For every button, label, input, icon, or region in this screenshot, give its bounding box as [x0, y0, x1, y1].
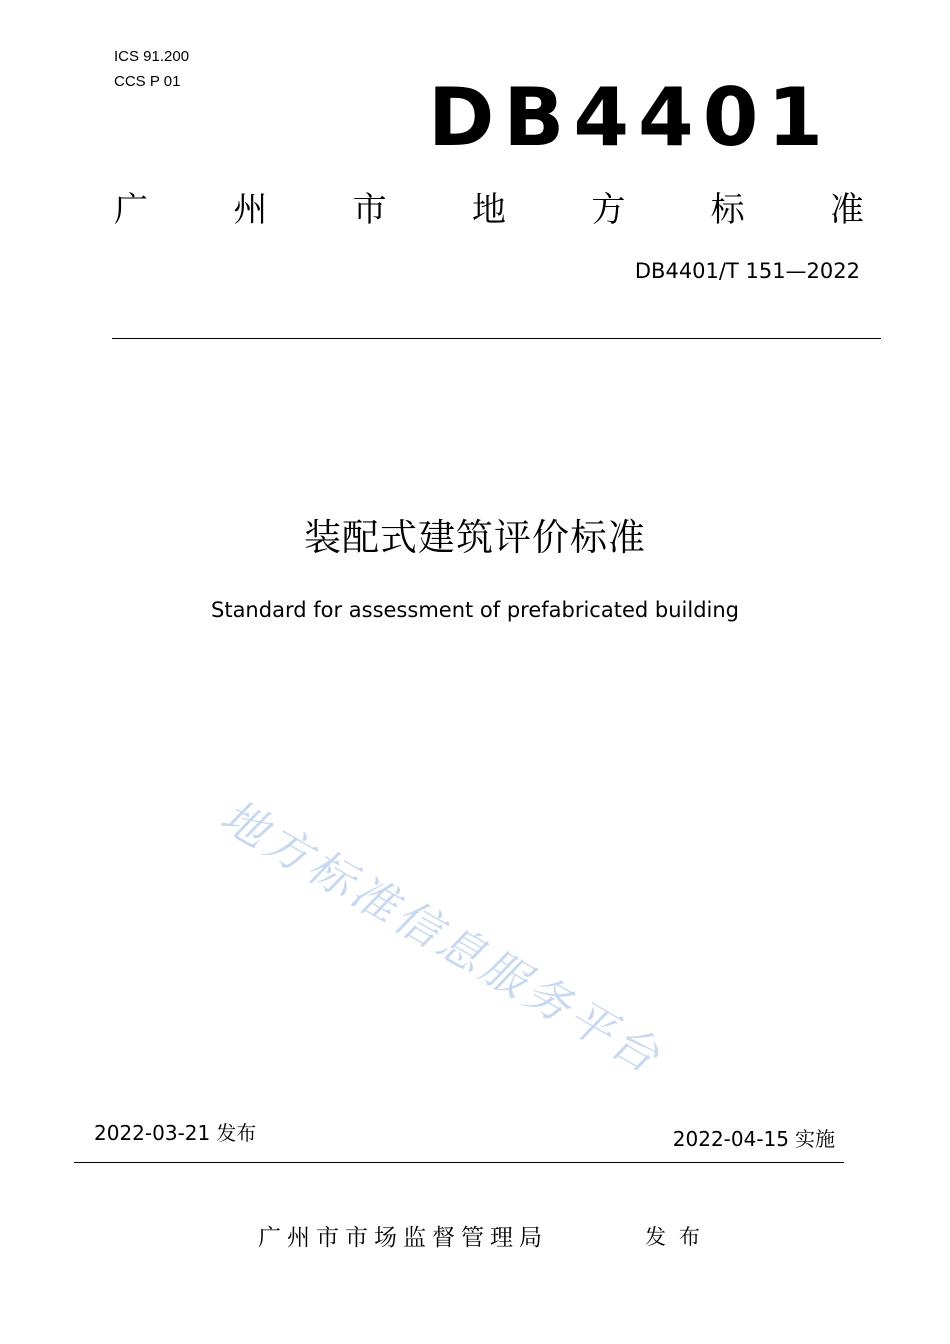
implementation-date: 2022-04-15 [672, 1127, 789, 1151]
heading-char: 准 [829, 190, 864, 230]
local-standard-heading [114, 188, 864, 232]
issue-label: 发布 [216, 1121, 257, 1145]
standard-number: DB4401/T 151—2022 [634, 259, 860, 283]
issue-date-line [94, 1119, 256, 1147]
heading-char: 广 [114, 190, 148, 230]
standard-code-logo: DB4401 [428, 71, 833, 164]
watermark: 地方标准信息服务平台 [212, 789, 672, 1086]
document-title-chinese: 装配式建筑评价标准 [304, 516, 646, 559]
document-title-english: Standard for assessment of prefabricated building [211, 598, 739, 622]
ccs-code: CCS P 01 [114, 73, 181, 90]
implementation-label: 实施 [795, 1127, 835, 1151]
heading-char: 方 [591, 190, 626, 230]
ics-code: ICS 91.200 [114, 48, 190, 65]
issue-date: 2022-03-21 [94, 1121, 211, 1145]
heading-char: 市 [352, 190, 387, 230]
publisher-name: 广州市市场监督管理局 [258, 1225, 548, 1251]
implementation-date-line [673, 1125, 835, 1153]
bottom-divider [74, 1162, 844, 1163]
heading-char: 标 [710, 190, 745, 230]
heading-char: 地 [471, 190, 506, 230]
top-divider [112, 338, 881, 339]
heading-char: 州 [233, 190, 268, 230]
publish-label: 发布 [645, 1225, 713, 1249]
